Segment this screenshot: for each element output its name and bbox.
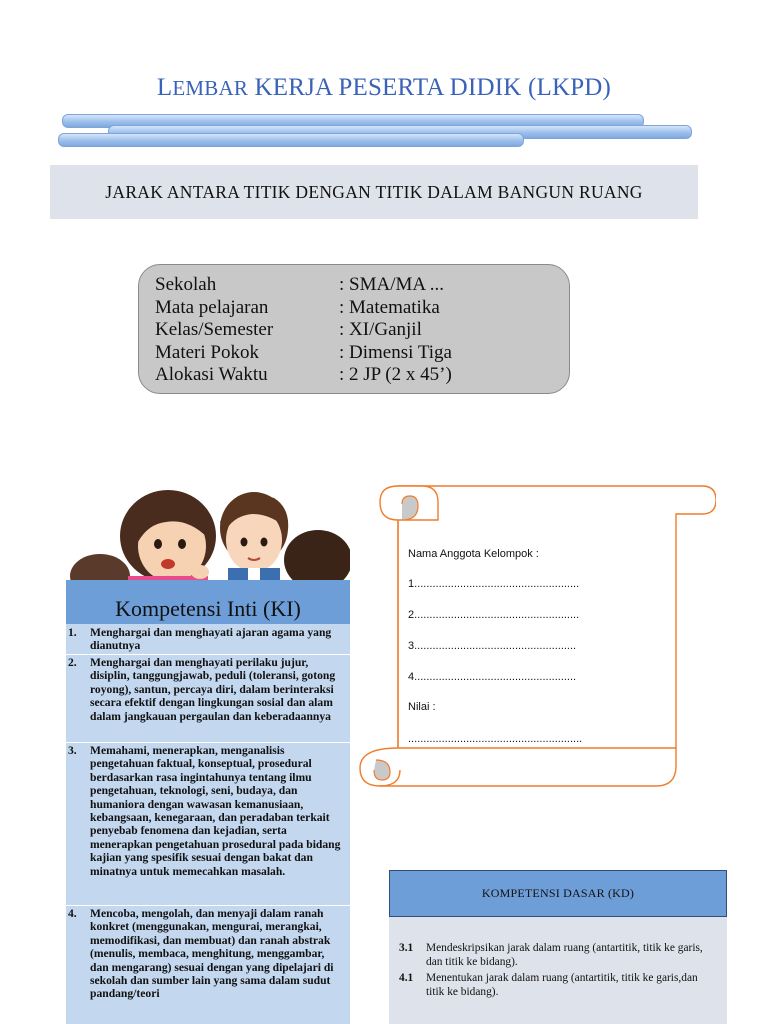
identity-label: Alokasi Waktu: [155, 364, 268, 386]
title-main: KERJA PESERTA DIDIK (LKPD): [254, 74, 612, 101]
ki-title: Kompetensi Inti (KI): [115, 596, 301, 621]
decor-pipe-bottom: [58, 133, 524, 147]
identity-box: [138, 264, 570, 394]
identity-row: [155, 342, 569, 365]
kd-item-text: Mendeskripsikan jarak dalam ruang (antartitik, titik ke garis, dan titik ke bidang).: [426, 942, 703, 968]
kd-item-number: 4.1: [399, 972, 414, 984]
ki-item-text: Menghargai dan menghayati ajaran agama yang dianutnya: [90, 626, 332, 653]
kd-header: [389, 870, 727, 917]
identity-row: [155, 319, 569, 342]
identity-label: Kelas/Semester: [155, 319, 274, 341]
kd-item-number: 3.1: [399, 942, 414, 954]
ki-item-text: Mencoba, mengolah, dan menyaji dalam ranah konkret (menggunakan, mengurai, merangkai, memodifikasi, dan membuat) dan ranah abstrak (menulis, membaca, menghitung, menggambar, dan mengarang) sesuai dengan yang dipelajari di sekolah dan sumber lain yang sama dalam sudut pandang/teori: [90, 907, 334, 1001]
page-title: [0, 74, 768, 102]
score-line[interactable]: .........................................................: [408, 733, 583, 745]
topic-text: JARAK ANTARA TITIK DENGAN TITIK DALAM BANGUN RUANG: [105, 181, 643, 202]
ki-item-text: Menghargai dan menghayati perilaku jujur, disiplin, tanggungjawab, peduli (toleransi, gotong royong), santun, percaya diri, dalam berinteraksi secara efektif dengan lingkungan sosial dan alam dalam jangkauan pergaulan dan keberadaannya: [90, 656, 336, 723]
ki-list: [66, 624, 350, 1024]
identity-label: Materi Pokok: [155, 341, 259, 363]
kd-title: KOMPETENSI DASAR (KD): [481, 886, 635, 900]
title-small-caps: EMBAR: [172, 76, 249, 100]
identity-row: [155, 274, 569, 297]
students-illustration-svg: [68, 478, 350, 582]
ki-item-number: 4.: [68, 907, 77, 920]
students-illustration: [68, 478, 350, 582]
member-line[interactable]: 2......................................................: [408, 609, 580, 621]
identity-value: : Matematika: [339, 296, 440, 318]
ki-divider: [66, 654, 350, 655]
identity-value: : 2 JP (2 x 45’): [339, 364, 452, 386]
ki-divider: [66, 905, 350, 906]
ki-item-number: 2.: [68, 656, 77, 669]
group-scroll-frame: [356, 480, 716, 794]
group-heading: Nama Anggota Kelompok :: [408, 548, 539, 560]
member-line[interactable]: 4.....................................................: [408, 671, 577, 683]
title-cap: L: [156, 74, 173, 101]
identity-label: Mata pelajaran: [155, 296, 269, 318]
ki-item-number: 1.: [68, 626, 77, 639]
identity-value: : SMA/MA ...: [339, 274, 445, 295]
identity-value: : XI/Ganjil: [339, 319, 422, 341]
kd-list: [389, 917, 727, 1024]
topic-banner: [50, 165, 698, 219]
kd-item-text: Menentukan jarak dalam ruang (antartitik, titik ke garis,dan titik ke bidang).: [426, 972, 698, 998]
identity-value: : Dimensi Tiga: [339, 341, 452, 363]
member-line[interactable]: 3.....................................................: [408, 640, 577, 652]
ki-item-number: 3.: [68, 744, 77, 757]
ki-header: [66, 580, 350, 624]
member-line[interactable]: 1......................................................: [408, 578, 580, 590]
identity-row: [155, 364, 569, 387]
identity-row: [155, 297, 569, 320]
ki-item-text: Memahami, menerapkan, menganalisis pengetahuan faktual, konseptual, prosedural berdasarkan rasa ingintahunya tentang ilmu pengetahuan, teknologi, seni, budaya, dan humaniora dengan wawasan kemanusiaan, kebangsaan, kenegaraan, dan peradaban terkait penyebab fenomena dan kejadian, serta menerapkan pengetahuan prosedural pada bidang kajian yang spesifik sesuai dengan bakat dan minatnya untuk memecahkan masalah.: [90, 744, 341, 878]
identity-label: Sekolah: [155, 274, 217, 295]
score-label: Nilai :: [408, 701, 436, 713]
ki-divider: [66, 742, 350, 743]
